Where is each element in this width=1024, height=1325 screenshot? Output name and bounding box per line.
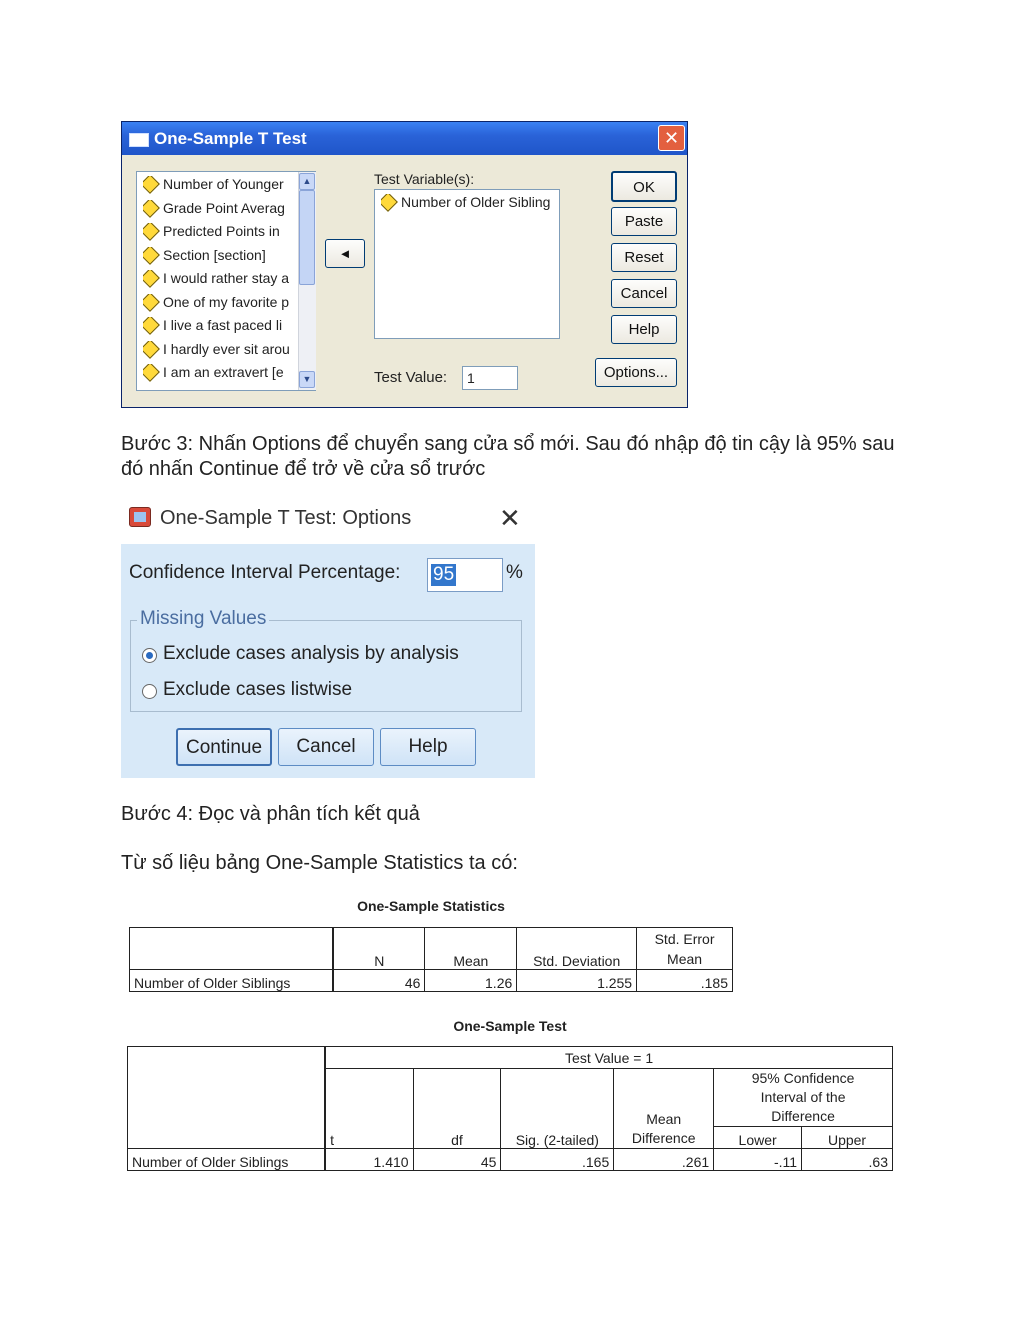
column-header-mean-difference xyxy=(614,1069,714,1149)
window-icon xyxy=(129,133,149,147)
stats-intro-paragraph: Từ số liệu bảng One-Sample Statistics ta có: xyxy=(121,852,518,874)
cell-std-deviation: 1.255 xyxy=(517,970,637,992)
scale-variable-icon xyxy=(143,270,160,288)
test-value-label: Test Value: xyxy=(374,369,448,386)
column-header-lower: Lower xyxy=(714,1127,802,1149)
column-header-mean: Mean xyxy=(425,928,517,970)
options-titlebar xyxy=(121,498,535,544)
test-variables-label: Test Variable(s): xyxy=(374,171,475,187)
ci-line1: 95% Confidence xyxy=(751,1070,855,1086)
confidence-interval-label: Confidence Interval Percentage: xyxy=(129,562,401,583)
test-value-input[interactable]: 1 xyxy=(462,366,518,390)
dialog-title: One-Sample T Test xyxy=(154,129,307,148)
column-header-std-error-mean xyxy=(637,928,733,970)
test-table-caption: One-Sample Test xyxy=(453,1018,567,1034)
std-error-line2: Mean xyxy=(667,951,703,967)
column-header-df: df xyxy=(413,1069,501,1149)
cell-t: 1.410 xyxy=(325,1149,413,1171)
close-icon[interactable]: ✕ xyxy=(499,503,521,533)
vertical-scrollbar[interactable] xyxy=(298,172,316,390)
missing-values-label: Missing Values xyxy=(137,608,269,630)
move-variable-button[interactable]: ◄ xyxy=(325,239,365,268)
percent-sign: % xyxy=(506,562,523,583)
exclude-analysis-radio[interactable] xyxy=(142,648,157,663)
reset-button[interactable]: Reset xyxy=(611,243,677,272)
exclude-analysis-label: Exclude cases analysis by analysis xyxy=(163,643,459,664)
cell-mean: 1.26 xyxy=(425,970,517,992)
dialog-titlebar xyxy=(122,122,687,155)
scale-variable-icon xyxy=(143,364,160,382)
list-item[interactable]: I hardly ever sit arou xyxy=(143,341,290,363)
column-header-upper: Upper xyxy=(802,1127,893,1149)
one-sample-statistics-table xyxy=(129,927,733,992)
scale-variable-icon xyxy=(143,247,160,265)
test-value-header: Test Value = 1 xyxy=(325,1047,892,1069)
list-item[interactable]: Predicted Points in xyxy=(143,223,280,245)
options-dialog-title: One-Sample T Test: Options xyxy=(160,507,412,529)
column-header-t: t xyxy=(325,1069,413,1149)
mean-diff-line1: Mean xyxy=(646,1111,682,1127)
help-button[interactable]: Help xyxy=(611,315,677,344)
ci-line2: Interval of the xyxy=(760,1089,846,1105)
list-item[interactable]: One of my favorite p xyxy=(143,294,289,316)
cell-sig: .165 xyxy=(501,1149,614,1171)
cell-df: 45 xyxy=(413,1149,501,1171)
spss-app-icon xyxy=(129,507,151,527)
scale-variable-icon xyxy=(143,200,160,218)
list-item[interactable]: Number of Older Sibling xyxy=(381,194,550,216)
ci-line3: Difference xyxy=(771,1108,835,1124)
cell-n: 46 xyxy=(333,970,425,992)
one-sample-test-table xyxy=(127,1046,893,1171)
stats-table-caption: One-Sample Statistics xyxy=(357,898,505,914)
source-variable-list[interactable] xyxy=(136,171,316,391)
list-item[interactable]: Number of Younger xyxy=(143,176,284,198)
list-item[interactable]: I would rather stay a xyxy=(143,270,289,292)
options-body xyxy=(121,544,535,778)
ok-button[interactable]: OK xyxy=(611,171,677,202)
step3-paragraph: Bước 3: Nhấn Options để chuyển sang cửa sổ mới. Sau đó nhập độ tin cậy là 95% sau đó nhấn Continue để trở về cửa sổ trước xyxy=(121,433,895,480)
cell-upper: .63 xyxy=(802,1149,893,1171)
list-item[interactable]: Section [section] xyxy=(143,247,266,269)
scroll-down-icon[interactable]: ▼ xyxy=(299,371,315,388)
mean-diff-line2: Difference xyxy=(631,1130,696,1146)
scale-variable-icon xyxy=(143,294,160,312)
scale-variable-icon xyxy=(381,194,398,212)
row-label: Number of Older Siblings xyxy=(130,970,334,992)
table-corner xyxy=(130,928,334,970)
scroll-thumb[interactable] xyxy=(299,190,315,285)
std-error-line1: Std. Error xyxy=(654,931,715,947)
exclude-listwise-label: Exclude cases listwise xyxy=(163,679,353,700)
list-item[interactable]: Grade Point Averag xyxy=(143,200,285,222)
test-variables-list[interactable] xyxy=(374,189,560,339)
row-label: Number of Older Siblings xyxy=(128,1149,326,1171)
exclude-listwise-radio[interactable] xyxy=(142,684,157,699)
cell-std-error-mean: .185 xyxy=(637,970,733,992)
column-header-n: N xyxy=(333,928,425,970)
continue-button[interactable]: Continue xyxy=(176,728,272,766)
help-button[interactable]: Help xyxy=(380,728,476,766)
scroll-up-icon[interactable]: ▲ xyxy=(299,173,315,190)
scale-variable-icon xyxy=(143,341,160,359)
close-button[interactable]: ✕ xyxy=(658,125,685,151)
column-header-sig: Sig. (2-tailed) xyxy=(501,1069,614,1149)
table-corner xyxy=(128,1047,326,1149)
column-header-confidence-interval xyxy=(714,1069,893,1127)
list-item[interactable]: I live a fast paced li xyxy=(143,317,282,339)
list-item[interactable]: I am an extravert [e xyxy=(143,364,284,386)
paste-button[interactable]: Paste xyxy=(611,207,677,236)
scale-variable-icon xyxy=(143,317,160,335)
step4-paragraph: Bước 4: Đọc và phân tích kết quả xyxy=(121,803,420,825)
cell-mean-difference: .261 xyxy=(614,1149,714,1171)
cancel-button[interactable]: Cancel xyxy=(611,279,677,308)
cancel-button[interactable]: Cancel xyxy=(278,728,374,766)
column-header-std-deviation: Std. Deviation xyxy=(517,928,637,970)
options-button[interactable]: Options... xyxy=(595,358,677,387)
confidence-interval-value: 95 xyxy=(433,564,455,585)
cell-lower: -.11 xyxy=(714,1149,802,1171)
scale-variable-icon xyxy=(143,176,160,194)
one-sample-t-test-dialog xyxy=(121,121,688,408)
options-dialog xyxy=(121,498,535,778)
scale-variable-icon xyxy=(143,223,160,241)
confidence-interval-input[interactable] xyxy=(427,558,503,592)
